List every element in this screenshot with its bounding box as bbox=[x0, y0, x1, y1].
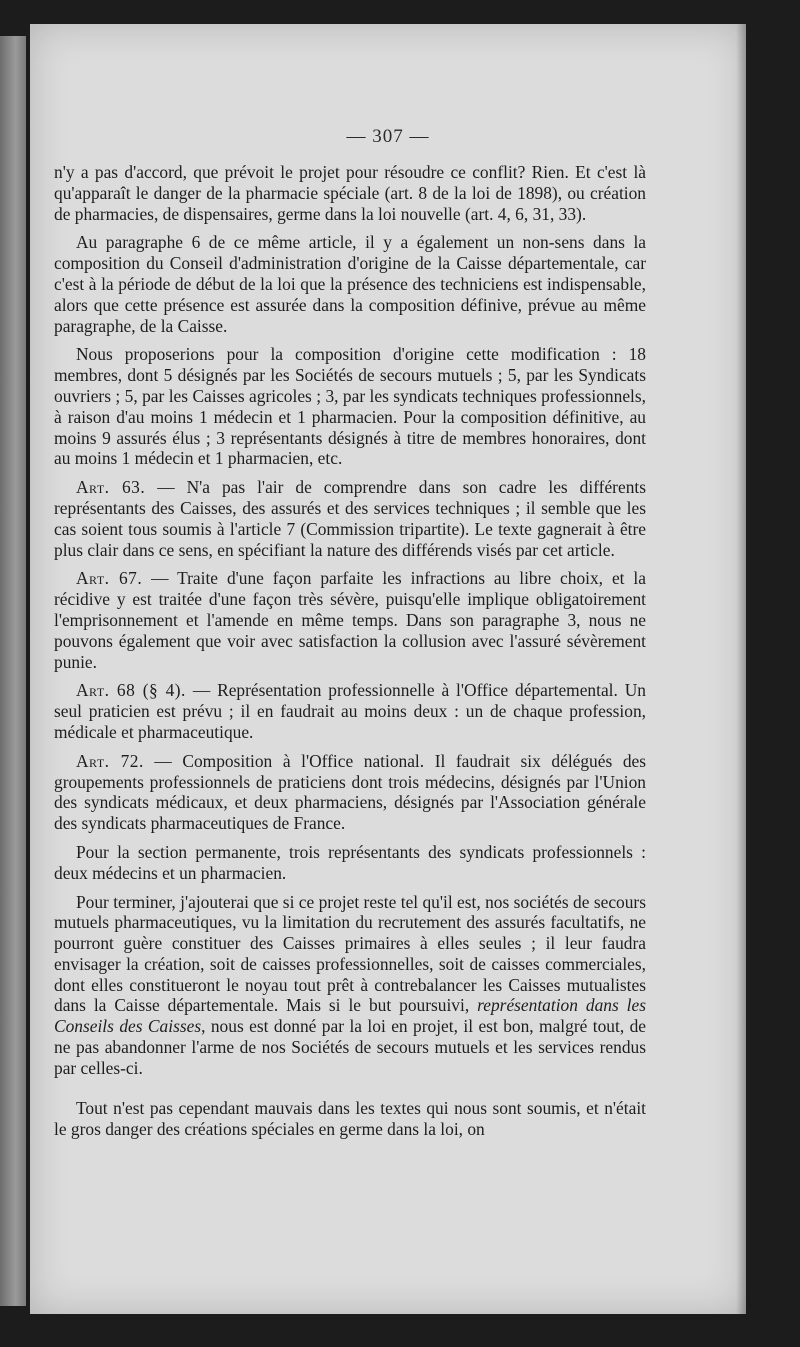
article-text: — Représentation professionnelle à l'Office départemental. Un seul praticien est prévu ; il en faudrait au moins deux : un de chaque profession, médicale et pharmaceutique. bbox=[54, 680, 646, 742]
paragraph-2: Au paragraphe 6 de ce même article, il y a également un non-sens dans la composition du Conseil d'administration d'origine de la Caisse départementale, car c'est à la période de début de la loi que la présence des techniciens est indispensable, alors que cette présence est assurée dans la composition définive, prévue au même paragraphe, de la Caisse. bbox=[54, 232, 646, 336]
book-page bbox=[30, 24, 746, 1314]
paragraph-3: Nous proposerions pour la composition d'origine cette modification : 18 membres, dont 5 désignés par les Sociétés de secours mutuels ; 5, par les Syndicats ouvriers ; 5, par les Caisses agricoles ; 3, par les syndicats techniques professionnels, à raison d'au moins 1 médecin et 1 pharmacien. Pour la composition définitive, au moins 9 assurés élus ; 3 représentants désignés à titre de membres honoraires, dont au moins 1 médecin et 1 pharmacien, etc. bbox=[54, 344, 646, 469]
article-text: — Composition à l'Office national. Il faudrait six délégués des groupements professionnels de praticiens dont trois médecins, désignés par l'Union des syndicats médicaux, et deux pharmaciens, désignés par l'Association générale des syndicats pharmaceutiques de France. bbox=[54, 750, 646, 834]
paragraph-final: Tout n'est pas cependant mauvais dans les textes qui nous sont soumis, et n'était le gros danger des créations spéciales en germe dans la loi, on bbox=[54, 1098, 646, 1139]
article-ref: Art. 67. bbox=[76, 568, 143, 589]
paragraph-conclusion bbox=[54, 892, 646, 1079]
article-ref: Art. 72. bbox=[76, 750, 144, 771]
paragraph-section-permanente: Pour la section permanente, trois représentants des syndicats professionnels : deux médecins et un pharmacien. bbox=[54, 841, 646, 883]
paragraph-1: n'y a pas d'accord, que prévoit le projet pour résoudre ce conflit? Rien. Et c'est là qu'apparaît le danger de la pharmacie spéciale (art. 8 de la loi de 1898), ou création de pharmacies, de dispensaires, germe dans la loi nouvelle (art. 4, 6, 31, 33). bbox=[54, 162, 646, 224]
conclusion-italic: représentation dans les Conseils des Caisses bbox=[54, 995, 646, 1037]
conclusion-tail: , nous est donné par la loi en projet, il est bon, malgré tout, de ne pas abandonner l'arme de nos Sociétés de secours mutuels et les services rendus par celles-ci. bbox=[54, 1016, 647, 1078]
paragraph-art-68 bbox=[54, 680, 646, 742]
body-text bbox=[54, 162, 646, 1087]
page-number: — 307 — bbox=[346, 126, 430, 147]
paragraph-art-63 bbox=[54, 477, 646, 560]
article-text: — N'a pas l'air de comprendre dans son cadre les différents représentants des Caisses, des assurés et des services techniques ; il semble que les cas soient tous soumis à l'article 7 (Commission tripartite). Le texte gagnerait à être plus clair dans ce sens, en spécifiant la nature des différends visés par cet article. bbox=[54, 477, 646, 560]
conclusion-text: Pour terminer, j'ajouterai que si ce projet reste tel qu'il est, nos sociétés de secours mutuels pharmaceutiques, vu la limitation du recrutement des assurés facultatifs, ne pourront guère constituer des Caisses primaires à elles seules ; il leur faudra envisager la création, soit de caisses professionnelles, soit de caisses commerciales, dont elles constitueront le noyau tout prêt à contrebalancer les Caisses mutualistes dans la Caisse départementale. Mais si le but poursuivi, bbox=[54, 891, 646, 1016]
article-text: — Traite d'une façon parfaite les infractions au libre choix, et la récidive y est traitée d'une façon très sévère, puisqu'elle implique obligatoirement l'emprisonnement et l'amende en même temps. Dans son paragraphe 3, nous ne pouvons également que voir avec satisfaction la collusion avec l'assuré sévèrement punie. bbox=[54, 568, 646, 672]
article-ref: Art. 68 (§ 4). bbox=[76, 680, 186, 701]
final-text bbox=[54, 1098, 646, 1148]
paragraph-art-72 bbox=[54, 751, 646, 834]
paragraph-art-67 bbox=[54, 568, 646, 672]
article-ref: Art. 63. bbox=[76, 477, 146, 498]
adjacent-page-edge bbox=[0, 36, 26, 1306]
